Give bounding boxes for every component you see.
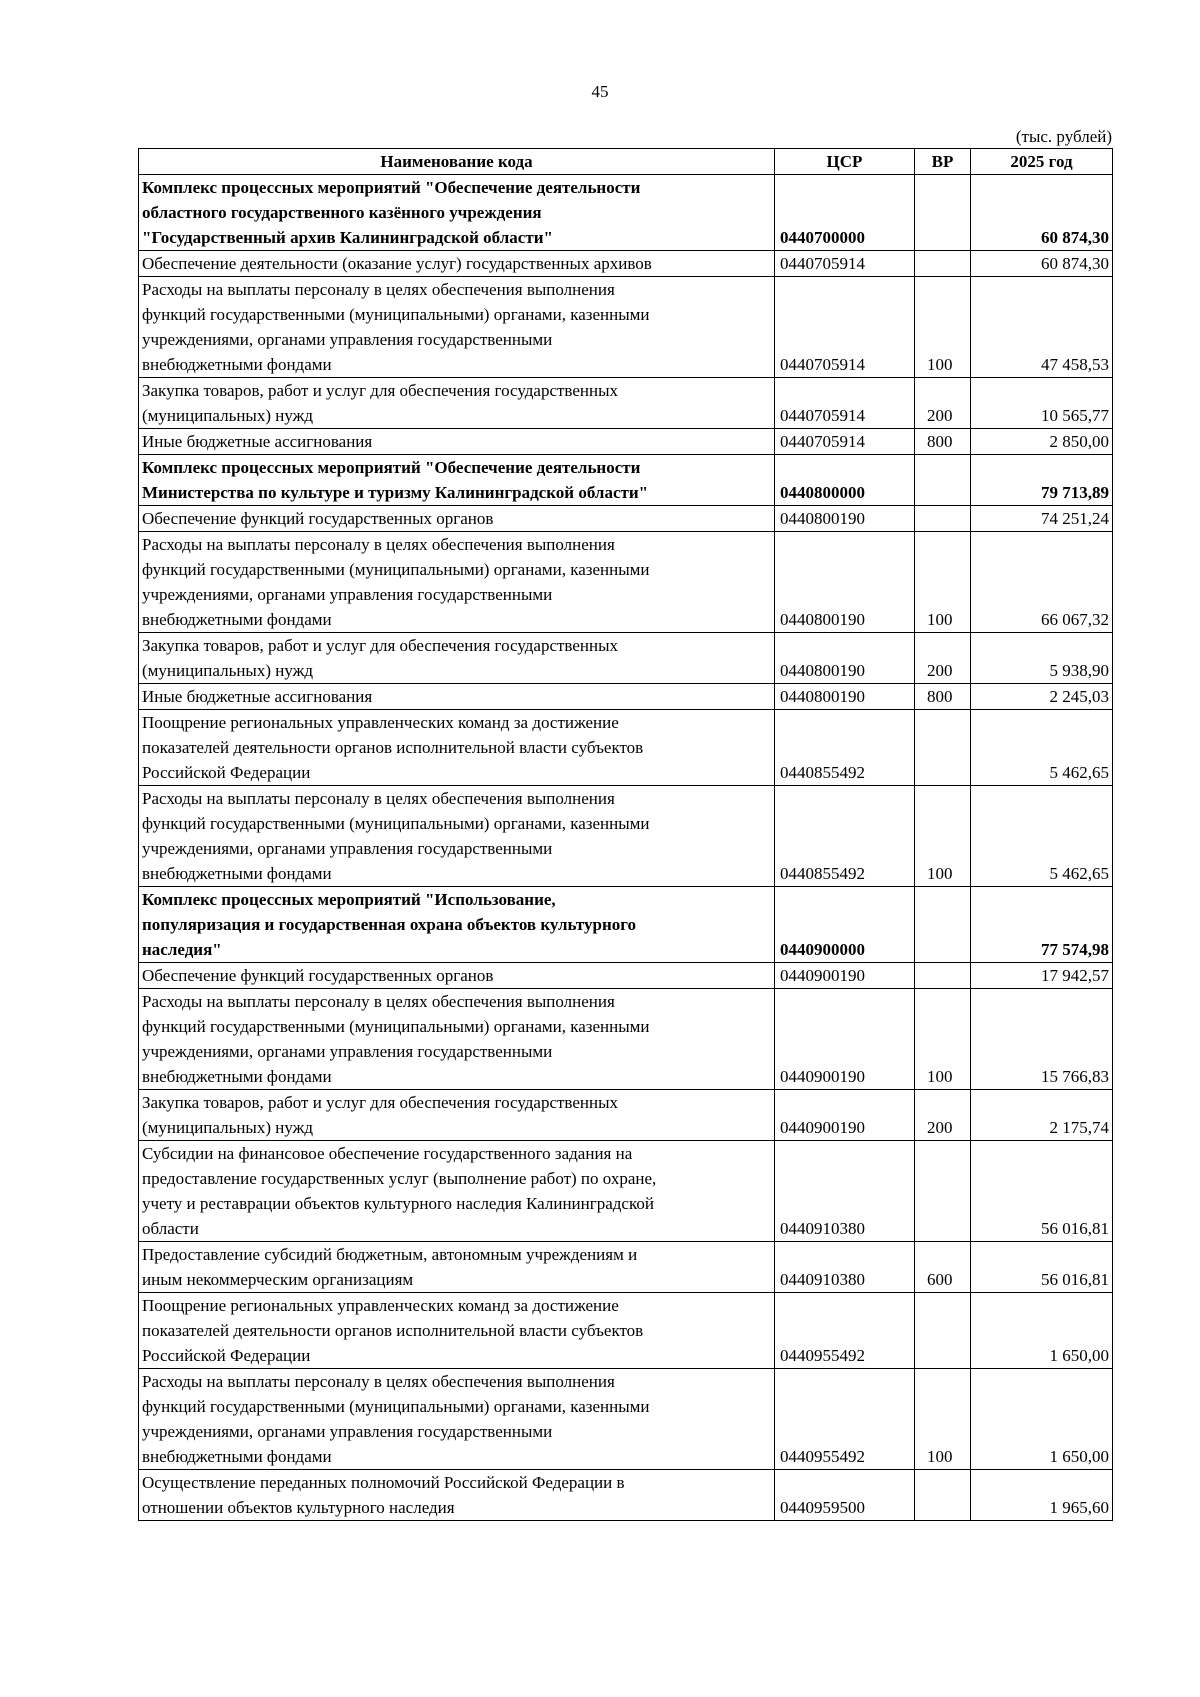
row-csr-code: 0440955492	[775, 1293, 915, 1369]
row-csr-code: 0440955492	[775, 1369, 915, 1470]
row-vr-code	[915, 175, 971, 251]
row-csr-code: 0440705914	[775, 251, 915, 277]
table-row	[139, 1293, 1113, 1369]
row-name: Комплекс процессных мероприятий "Обеспечение деятельности Министерства по культуре и туризму Калининградской области"	[139, 455, 775, 506]
row-name: Закупка товаров, работ и услуг для обеспечения государственных (муниципальных) нужд	[139, 1090, 775, 1141]
row-name: Закупка товаров, работ и услуг для обеспечения государственных (муниципальных) нужд	[139, 378, 775, 429]
row-amount: 56 016,81	[971, 1242, 1113, 1293]
table-row	[139, 710, 1113, 786]
row-vr-code	[915, 1470, 971, 1521]
table-row	[139, 1470, 1113, 1521]
row-vr-code: 200	[915, 1090, 971, 1141]
row-amount: 74 251,24	[971, 506, 1113, 532]
table-row	[139, 786, 1113, 887]
row-amount: 5 462,65	[971, 786, 1113, 887]
row-csr-code: 0440800190	[775, 532, 915, 633]
row-csr-code: 0440910380	[775, 1141, 915, 1242]
table-row	[139, 175, 1113, 251]
row-vr-code	[915, 1293, 971, 1369]
row-vr-code: 100	[915, 989, 971, 1090]
row-csr-code: 0440705914	[775, 277, 915, 378]
units-label: (тыс. рублей)	[1015, 127, 1112, 146]
row-csr-code: 0440900190	[775, 1090, 915, 1141]
table-body	[139, 175, 1113, 1521]
row-csr-code: 0440900000	[775, 887, 915, 963]
row-vr-code: 100	[915, 277, 971, 378]
row-csr-code: 0440900190	[775, 963, 915, 989]
row-name: Субсидии на финансовое обеспечение государственного задания на предоставление государственных услуг (выполнение работ) по охране, учету и реставрации объектов культурного наследия Калининградской области	[139, 1141, 775, 1242]
row-vr-code	[915, 887, 971, 963]
row-name: Осуществление переданных полномочий Российской Федерации в отношении объектов культурного наследия	[139, 1470, 775, 1521]
row-amount: 1 650,00	[971, 1293, 1113, 1369]
row-vr-code: 200	[915, 633, 971, 684]
row-amount: 2 850,00	[971, 429, 1113, 455]
row-name: Иные бюджетные ассигнования	[139, 429, 775, 455]
budget-table	[138, 148, 1113, 1521]
row-csr-code: 0440910380	[775, 1242, 915, 1293]
row-name: Обеспечение функций государственных органов	[139, 963, 775, 989]
row-vr-code	[915, 251, 971, 277]
row-name: Комплекс процессных мероприятий "Использование, популяризация и государственная охрана объектов культурного наследия"	[139, 887, 775, 963]
row-name: Расходы на выплаты персоналу в целях обеспечения выполнения функций государственными (муниципальными) органами, казенными учреждениями, органами управления государственными внебюджетными фондами	[139, 1369, 775, 1470]
row-csr-code: 0440959500	[775, 1470, 915, 1521]
row-name: Расходы на выплаты персоналу в целях обеспечения выполнения функций государственными (муниципальными) органами, казенными учреждениями, органами управления государственными внебюджетными фондами	[139, 532, 775, 633]
row-vr-code: 100	[915, 786, 971, 887]
row-csr-code: 0440800190	[775, 684, 915, 710]
row-name: Поощрение региональных управленческих команд за достижение показателей деятельности органов исполнительной власти субъектов Российской Федерации	[139, 710, 775, 786]
row-csr-code: 0440900190	[775, 989, 915, 1090]
row-amount: 15 766,83	[971, 989, 1113, 1090]
header-amount: 2025 год	[971, 149, 1113, 175]
row-amount: 17 942,57	[971, 963, 1113, 989]
row-csr-code: 0440800190	[775, 506, 915, 532]
row-name: Закупка товаров, работ и услуг для обеспечения государственных (муниципальных) нужд	[139, 633, 775, 684]
table-row	[139, 455, 1113, 506]
header-name: Наименование кода	[139, 149, 775, 175]
row-name: Обеспечение функций государственных органов	[139, 506, 775, 532]
table-header-row	[139, 149, 1113, 175]
row-name: Расходы на выплаты персоналу в целях обеспечения выполнения функций государственными (муниципальными) органами, казенными учреждениями, органами управления государственными внебюджетными фондами	[139, 786, 775, 887]
row-csr-code: 0440855492	[775, 786, 915, 887]
row-csr-code: 0440800000	[775, 455, 915, 506]
row-vr-code	[915, 710, 971, 786]
table-row	[139, 887, 1113, 963]
row-name: Иные бюджетные ассигнования	[139, 684, 775, 710]
header-csr: ЦСР	[775, 149, 915, 175]
table-row	[139, 633, 1113, 684]
row-vr-code: 600	[915, 1242, 971, 1293]
row-csr-code: 0440705914	[775, 378, 915, 429]
row-csr-code: 0440855492	[775, 710, 915, 786]
row-amount: 5 938,90	[971, 633, 1113, 684]
row-vr-code: 200	[915, 378, 971, 429]
row-vr-code: 100	[915, 532, 971, 633]
row-amount: 60 874,30	[971, 175, 1113, 251]
page-number: 45	[591, 82, 609, 101]
row-csr-code: 0440800190	[775, 633, 915, 684]
table-row	[139, 506, 1113, 532]
row-vr-code: 800	[915, 429, 971, 455]
row-amount: 77 574,98	[971, 887, 1113, 963]
row-csr-code: 0440705914	[775, 429, 915, 455]
table-row	[139, 378, 1113, 429]
row-vr-code: 800	[915, 684, 971, 710]
row-amount: 66 067,32	[971, 532, 1113, 633]
row-name: Расходы на выплаты персоналу в целях обеспечения выполнения функций государственными (муниципальными) органами, казенными учреждениями, органами управления государственными внебюджетными фондами	[139, 277, 775, 378]
header-vr: ВР	[915, 149, 971, 175]
table-row	[139, 963, 1113, 989]
row-name: Предоставление субсидий бюджетным, автономным учреждениям и иным некоммерческим организациям	[139, 1242, 775, 1293]
row-amount: 1 965,60	[971, 1470, 1113, 1521]
row-amount: 10 565,77	[971, 378, 1113, 429]
row-amount: 60 874,30	[971, 251, 1113, 277]
row-vr-code: 100	[915, 1369, 971, 1470]
row-csr-code: 0440700000	[775, 175, 915, 251]
table-row	[139, 989, 1113, 1090]
row-name: Расходы на выплаты персоналу в целях обеспечения выполнения функций государственными (муниципальными) органами, казенными учреждениями, органами управления государственными внебюджетными фондами	[139, 989, 775, 1090]
row-vr-code	[915, 455, 971, 506]
table-row	[139, 532, 1113, 633]
table-row	[139, 684, 1113, 710]
row-vr-code	[915, 506, 971, 532]
row-amount: 2 245,03	[971, 684, 1113, 710]
table-row	[139, 277, 1113, 378]
row-name: Обеспечение деятельности (оказание услуг) государственных архивов	[139, 251, 775, 277]
row-vr-code	[915, 1141, 971, 1242]
row-name: Комплекс процессных мероприятий "Обеспечение деятельности областного государственного казённого учреждения "Государственный архив Калининградской области"	[139, 175, 775, 251]
row-amount: 1 650,00	[971, 1369, 1113, 1470]
row-amount: 56 016,81	[971, 1141, 1113, 1242]
table-row	[139, 1242, 1113, 1293]
row-amount: 2 175,74	[971, 1090, 1113, 1141]
row-amount: 47 458,53	[971, 277, 1113, 378]
table-row	[139, 1369, 1113, 1470]
row-vr-code	[915, 963, 971, 989]
table-row	[139, 429, 1113, 455]
table-row	[139, 1090, 1113, 1141]
row-amount: 5 462,65	[971, 710, 1113, 786]
row-name: Поощрение региональных управленческих команд за достижение показателей деятельности органов исполнительной власти субъектов Российской Федерации	[139, 1293, 775, 1369]
row-amount: 79 713,89	[971, 455, 1113, 506]
table-row	[139, 251, 1113, 277]
table-row	[139, 1141, 1113, 1242]
